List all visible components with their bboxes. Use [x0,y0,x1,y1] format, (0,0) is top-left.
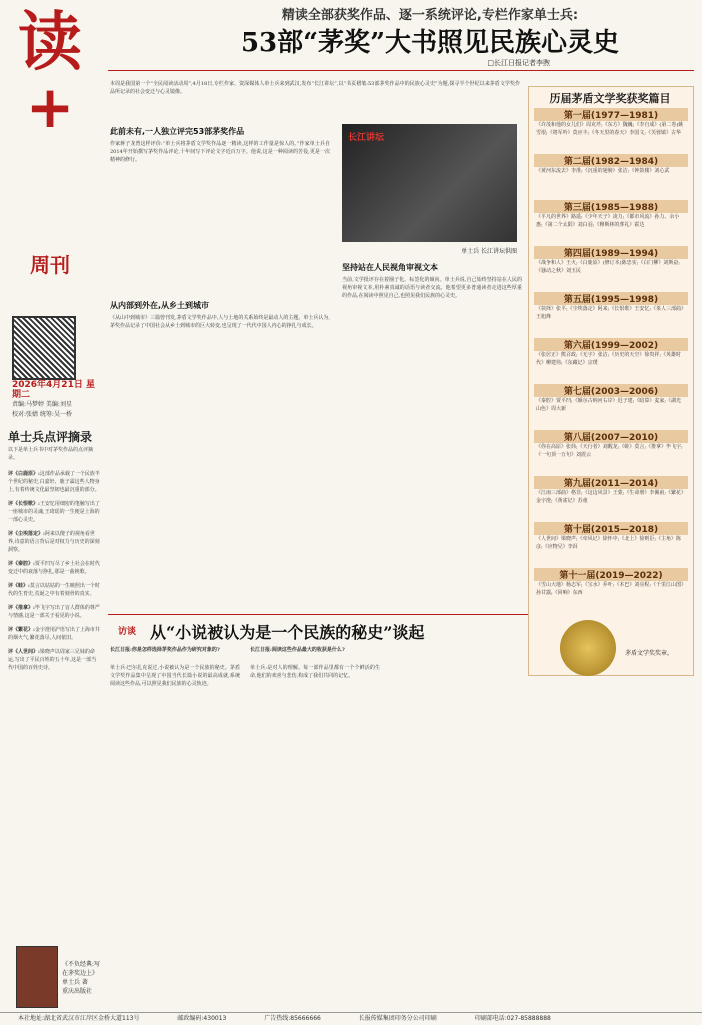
review-item [8,626,100,642]
review-label: 评《尘埃落定》: [8,531,45,537]
session-works: 《平凡的世界》路遥;《少年天子》凌力;《都市风流》孙力、余小惠;《第二个太阳》刘白羽;《穆斯林的葬礼》霍达 [536,214,680,228]
qr-code-icon [12,316,76,380]
review-item [8,530,100,554]
pub-proof: 校对:张婧 统筹:吴一桥 [12,411,72,418]
footer-post: 邮政编码:430013 [177,1015,227,1022]
session-heading: 第四届(1989—1994) [534,246,688,259]
intro-paragraph: 本周是我国第一个“全民阅读活动周”,4月18日,专栏作家、资深媒体人单士兵来到武汉,发布“长江讲坛”,以“书页褶皱:53部茅奖作品中的民族心灵史”为题,探寻半个世纪以来茅盾文学奖作品所记录的社会变迁与心灵镜像。 [110,81,520,95]
session-works: 《江南三部曲》格非;《这边风景》王蒙;《生命册》李佩甫;《繁花》金宇澄;《黄雀记》苏童 [536,490,684,504]
photo-logo: 长江讲坛 [348,133,385,143]
session-works: 《人世间》梁晓声;《牵风记》徐怀中;《北上》徐则臣;《主角》陈彦;《应物兄》李洱 [536,536,682,550]
review-label: 评《繁花》: [8,627,35,633]
book-author: 单士兵 著 [62,979,88,986]
section1-body: 作家蒋子龙曾这样评价:“单士兵将茅盾文学奖作品逐一精读,这样的工作量是惊人的。”作家单士兵自2014年开始撰写茅奖作品评论,十年间写下评论文字近百万字。他说,这是一种阅读的苦役,更是一次精神的修行。 [110,141,330,163]
session-works: 《许茂和他的女儿们》周克芹;《东方》魏巍;《李自成》(第二卷)姚雪垠;《将军吟》莫应丰;《冬天里的春天》李国文;《芙蓉镇》古华 [536,122,684,136]
photo-caption: 单士兵 长江讲坛供图 [461,248,517,255]
review-item [8,500,100,524]
session-works: 《你在高原》张炜;《天行者》刘醒龙;《蛙》莫言;《推拿》毕飞宇;《一句顶一万句》刘震云 [536,444,683,458]
page-subtitle: 精读全部获奖作品、逐一系统评论,专栏作家单士兵: [281,8,579,23]
section2-body: 《从山中到城市》三篇曾刊发,茅盾文学奖作品中,人与土地的关系始终是最动人的主题。单士兵认为,茅奖作品记录了中国社会从乡土到城市的巨大转变,也呈现了一代代中国人内心的挣扎与成长。 [110,315,330,329]
review-label: 评《蛙》: [8,583,30,589]
session-works: 《雪山大地》杨志军;《宝水》乔叶;《本巴》刘亮程;《千里江山图》孙甘露;《回响》东西 [536,582,684,596]
section-label: 周刊 [30,253,70,277]
session-heading: 第十一届(2019—2022) [534,568,688,581]
review-text: 王安忆用细密的笔触写出了一座城市的灵魂,王琦瑶的一生便是上海的一部心灵史。 [8,501,100,523]
review-text: 梁晓声以周家三兄妹的命运,写出了平民百姓的五十年,这是一部当代中国的百姓史诗。 [8,649,97,671]
review-item [8,648,100,672]
pub-editor: 责编:马梦婷 美编:刘星 [12,401,72,408]
review-text: 莫言以姑姑的一生映照出一个时代的生育史,荒诞之中有着刻骨的真实。 [8,583,100,597]
session-heading: 第一届(1977—1981) [534,108,688,121]
session-heading: 第十届(2015—2018) [534,522,688,535]
brand-plus: + [25,73,75,141]
review-item [8,604,100,620]
review-label: 评《人世间》: [8,649,40,655]
review-item [8,560,100,576]
footer-phone: 印刷部电话:027-85888888 [474,1015,551,1022]
session-works: 《秦腔》贾平凹;《额尔古纳河右岸》迟子建;《暗算》麦家;《湖光山色》周大新 [536,398,682,412]
pub-date: 2026年4月21日 星期二 [12,380,95,400]
session-heading: 第七届(2003—2006) [534,384,688,397]
header-divider [108,70,694,71]
session-heading: 第二届(1982—1984) [534,154,688,167]
interview-q1: 长江日报:你是怎样选择茅奖作品作为研究对象的? [110,647,220,653]
session-works: 《抉择》张平;《尘埃落定》阿来;《长恨歌》王安忆;《茶人三部曲》王旭烽 [536,306,684,320]
interview-a2: 单士兵:是对人的理解。每一部作品里都有一个个鲜活的生命,他们的欢喜与悲伤,构成了我们共同的记忆。 [250,665,380,679]
medal-caption: 茅盾文学奖奖章。 [625,650,674,657]
section3-heading: 坚持站在人民视角审视文本 [342,263,438,272]
interview-a1: 单士兵:巴尔扎克说过,小说被认为是一个民族的秘史。茅盾文学奖作品集中呈现了中国当代长篇小说的最高成就,系统阅读这些作品,可以照见我们民族的心灵轨迹。 [110,665,240,687]
page-footer [0,1012,702,1025]
section1-heading: 此前未有,一人独立评完53部茅奖作品 [110,127,245,136]
session-heading: 第九届(2011—2014) [534,476,688,489]
review-label: 评《推拿》: [8,605,35,611]
review-text: 这部作品承载了一个民族半个世纪的秘史,白嘉轩、鹿子霖这些人物身上,有着传统文化最坚韧也最沉重的部分。 [8,471,100,493]
sidebar-title: 历届茅盾文学奖获奖篇目 [549,92,671,105]
brand-char: 读 [18,6,82,80]
session-works: 《张居正》熊召政;《无字》张洁;《历史的天空》徐贵祥;《英雄时代》柳建伟;《东藏记》宗璞 [536,352,682,366]
publication-info [12,380,96,420]
speaker-photo [342,124,517,242]
book-cover [16,946,58,1008]
review-item [8,582,100,598]
review-text: 阿来以傻子的视角看世界,诗意的语言背后是对权力与历史的深刻洞察。 [8,531,100,553]
review-label: 评《长恨歌》: [8,501,40,507]
session-heading: 第八届(2007—2010) [534,430,688,443]
review-label: 评《秦腔》: [8,561,35,567]
review-text: 贾平凹写尽了乡土社会在时代变迁中的衰落与挣扎,那是一曲挽歌。 [8,561,100,575]
footer-ads: 广告热线:85666666 [264,1015,321,1022]
interview-tag: 访谈 [118,627,137,637]
article2-title: 从“小说被认为是一个民族的秘史”谈起 [150,623,425,642]
book-publisher: 重庆出版社 [62,988,93,995]
masthead-brand [6,6,94,141]
footer-dist: 长报传媒集团印务分公司印刷 [358,1015,437,1022]
article2-divider [108,614,528,615]
reviews-list [8,470,100,678]
session-heading: 第五届(1995—1998) [534,292,688,305]
section3-body: 当前,文学批评存在着圈子化、标签化的倾向。单士兵说,自己始终坚持站在人民的视角审视文本,用朴素真诚的话语与读者交流。他希望更多普通读者走进这些厚重的作品,在阅读中照见自己,也照见我们民族的心灵史。 [342,277,522,299]
byline: □长江日报记者李煦 [487,59,550,67]
section2-heading: 从内部到外在,从乡土到城市 [110,301,210,310]
medal-icon [560,620,616,676]
session-heading: 第六届(1999—2002) [534,338,688,351]
reviews-lead: 以下是单士兵书中对茅奖作品的点评摘录。 [8,447,94,461]
review-item [8,470,100,494]
book-title: 《不负经典:写在茅奖边上》 [62,961,101,977]
interview-q2: 长江日报:阅读这些作品最大的收获是什么? [250,647,345,653]
review-label: 评《白鹿原》: [8,471,40,477]
session-works: 《黄河东流去》李准;《沉重的翅膀》张洁;《钟鼓楼》刘心武 [536,168,670,174]
review-text: 金宇澄用沪语写出了上海市井的烟火气,繁花落尽,人间依旧。 [8,627,100,641]
session-works: 《战争和人》王火;《白鹿原》(修订本)陈忠实;《白门柳》刘斯奋;《骚动之秋》刘玉民 [536,260,680,274]
page-title: 53部“茅奖”大书照见民族心灵史 [240,28,620,58]
review-text: 毕飞宇写出了盲人群体的尊严与情感,这是一部关于看见的小说。 [8,605,100,619]
reviews-title: 单士兵点评摘录 [8,430,93,444]
book-info [62,960,102,996]
footer-address: 本社地址:湖北省武汉市江岸区金桥大道113号 [18,1015,140,1022]
session-heading: 第三届(1985—1988) [534,200,688,213]
